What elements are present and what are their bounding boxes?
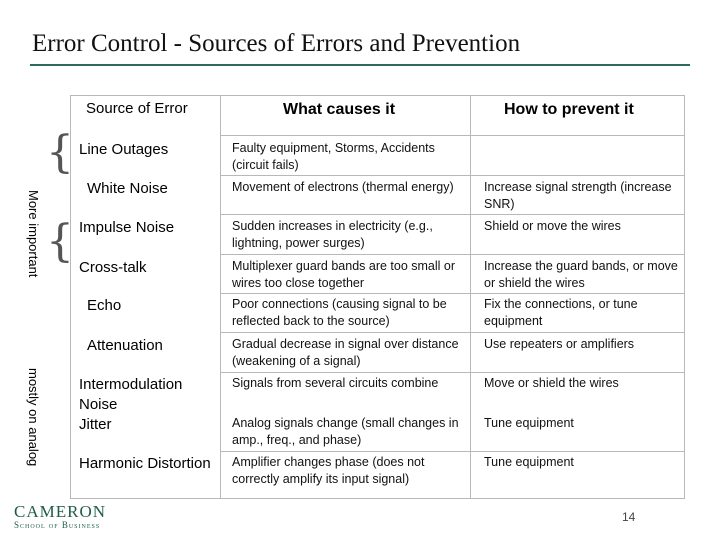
header-cause: What causes it [283,101,396,118]
title-divider [30,64,690,66]
table-cell-source: Attenuation [87,337,163,354]
table-cell-source: White Noise [87,180,168,197]
table-cell-source: Jitter [79,416,112,433]
brace-icon: { [46,127,74,178]
row-divider [220,214,685,215]
table-cell-cause: Amplifier changes phase (does not correctly amplify its input signal) [232,455,425,486]
table-cell-prevent: Use repeaters or amplifiers [484,337,635,351]
table-cell-prevent: Move or shield the wires [484,376,619,390]
table-cell-cause: Faulty equipment, Storms, Accidents (circuit fails) [232,141,435,172]
table-cell-prevent: Tune equipment [484,416,574,430]
table-cell-source: Cross-talk [79,259,147,276]
table-cell-cause: Sudden increases in electricity (e.g., lightning, power surges) [232,219,433,250]
table-cell-prevent: Tune equipment [484,455,574,469]
row-divider [220,254,685,255]
table-cell-source: Line Outages [79,141,169,158]
page-number: 14 [622,510,636,524]
header-source: Source of Error [86,100,188,117]
table-cell-prevent: Shield or move the wires [484,219,621,233]
table-cell-source: Intermodulation Noise [79,376,183,413]
table-cell-cause: Gradual decrease in signal over distance (weakening of a signal) [232,337,459,368]
table-cell-cause: Multiplexer guard bands are too small or wires too close together [232,259,456,290]
column-divider [220,95,221,499]
row-divider [220,175,685,176]
logo-sub-text: School of Business [14,520,101,530]
table-cell-cause: Signals from several circuits combine [232,376,439,390]
table-cell-cause: Poor connections (causing signal to be reflected back to the source) [232,297,447,328]
table-cell-prevent: Fix the connections, or tune equipment [484,297,638,328]
row-divider [220,372,685,373]
table-cell-source: Echo [87,297,122,314]
row-divider [220,332,685,333]
row-divider [220,293,685,294]
table-cell-prevent: Increase signal strength (increase SNR) [484,180,672,211]
slide-title: Error Control - Sources of Errors and Prevention [32,30,521,57]
cameron-logo [14,503,106,530]
table-cell-cause: Analog signals change (small changes in amp., freq., and phase) [232,416,459,447]
header-prevent: How to prevent it [504,101,634,118]
logo-main-text: CAMERON [14,502,107,521]
brace-icon: { [46,216,74,267]
table-cell-source: Impulse Noise [79,219,175,236]
side-label-more-important: More important [26,190,41,278]
table-cell-source: Harmonic Distortion [79,455,211,472]
side-label-analog: mostly on analog [26,368,41,467]
table-cell-cause: Movement of electrons (thermal energy) [232,180,454,194]
row-divider [220,451,685,452]
column-divider [470,95,471,499]
table-cell-prevent: Increase the guard bands, or move or shield the wires [484,259,678,290]
